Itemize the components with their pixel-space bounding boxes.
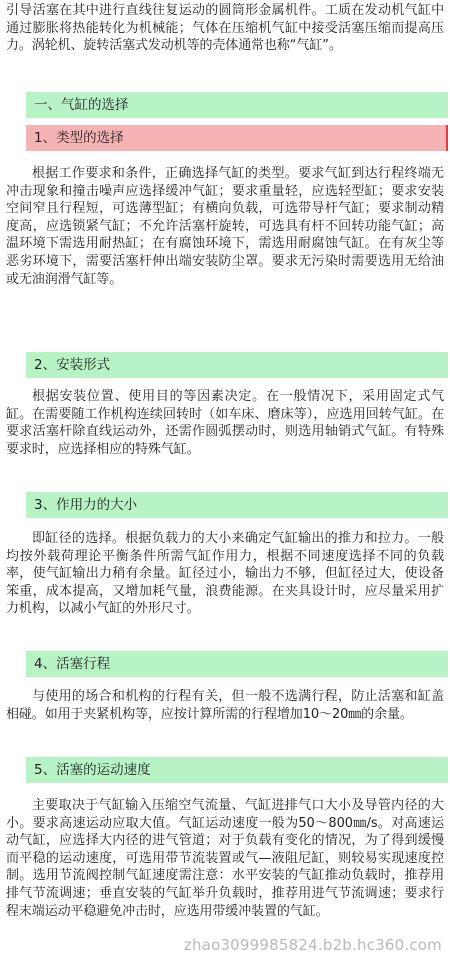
- subheading-piston-stroke: 4、活塞行程: [26, 651, 448, 677]
- subheading-mounting-type: 2、安装形式: [26, 352, 448, 378]
- mounting-type-paragraph: 根据安装位置、使用目的等因素决定。在一般情况下，采用固定式气缸。在需要随工作机构连续回转时（如车床、磨床等），应选用回转气缸。在要求活塞杆除直线运动外，还需作圆弧摆动时，则选用轴销式气缸。有特殊要求时，应选择相应的特殊气缸。: [6, 389, 444, 457]
- section-heading-cylinder-selection: 一、气缸的选择: [26, 92, 448, 118]
- piston-speed-paragraph: 主要取决于气缸输入压缩空气流量、气缸进排气口大小及导管内径的大小。要求高速运动应取大值。气缸运动速度一般为50～800㎜/s。对高速运动气缸，应选择大内径的进气管道；对于负载有变化的情况，为了得到缓慢而平稳的运动速度，可选用带节流装置或气—液阻尼缸，则较易实现速度控制。选用节流阀控制气缸速度需注意：水平安装的气缸推动负载时，推荐用排气节流调速；垂直安装的气缸举升负载时，推荐用进气节流调速；要求行程末端运动平稳避免冲击时，应选用带缓冲装置的气缸。: [6, 798, 444, 919]
- intro-paragraph: 引导活塞在其中进行直线往复运动的圆筒形金属机件。工质在发动机气缸中通过膨胀将热能转化为机械能；气体在压缩机气缸中接受活塞压缩而提高压力。涡轮机、旋转活塞式发动机等的壳体通常也称“气缸”。: [6, 3, 444, 54]
- piston-stroke-paragraph: 与使用的场合和机构的行程有关，但一般不选满行程，防止活塞和缸盖相碰。如用于夹紧机构等，应按计算所需的行程增加10～20㎜的余量。: [6, 689, 444, 722]
- subheading-piston-speed: 5、活塞的运动速度: [26, 757, 448, 783]
- subheading-type-selection: 1、类型的选择: [26, 125, 448, 151]
- subheading-force-magnitude: 3、作用力的大小: [26, 492, 448, 518]
- site-watermark: zhao3099985824.b2b.hc360.com: [183, 936, 442, 954]
- force-magnitude-paragraph: 即缸径的选择。根据负载力的大小来确定气缸输出的推力和拉力。一般均按外载荷理论平衡条件所需气缸作用力，根据不同速度选择不同的负载率，使气缸输出力稍有余量。缸径过小，输出力不够，但缸径过大，使设备笨重，成本提高，又增加耗气量，浪费能源。在夹具设计时，应尽量采用扩力机构，以减小气缸的外形尺寸。: [6, 531, 444, 617]
- type-selection-paragraph: 根据工作要求和条件，正确选择气缸的类型。要求气缸到达行程终端无冲击现象和撞击噪声应选择缓冲气缸；要求重量轻，应选轻型缸；要求安装空间窄且行程短，可选薄型缸；有横向负载，可选带导杆气缸；要求制动精度高，应选锁紧气缸；不允许活塞杆旋转，可选具有杆不回转功能气缸；高温环境下需选用耐热缸；在有腐蚀环境下，需选用耐腐蚀气缸。在有灰尘等恶劣环境下，需要活塞杆伸出端安装防尘罩。要求无污染时需要选用无给油或无油润滑气缸等。: [6, 166, 444, 287]
